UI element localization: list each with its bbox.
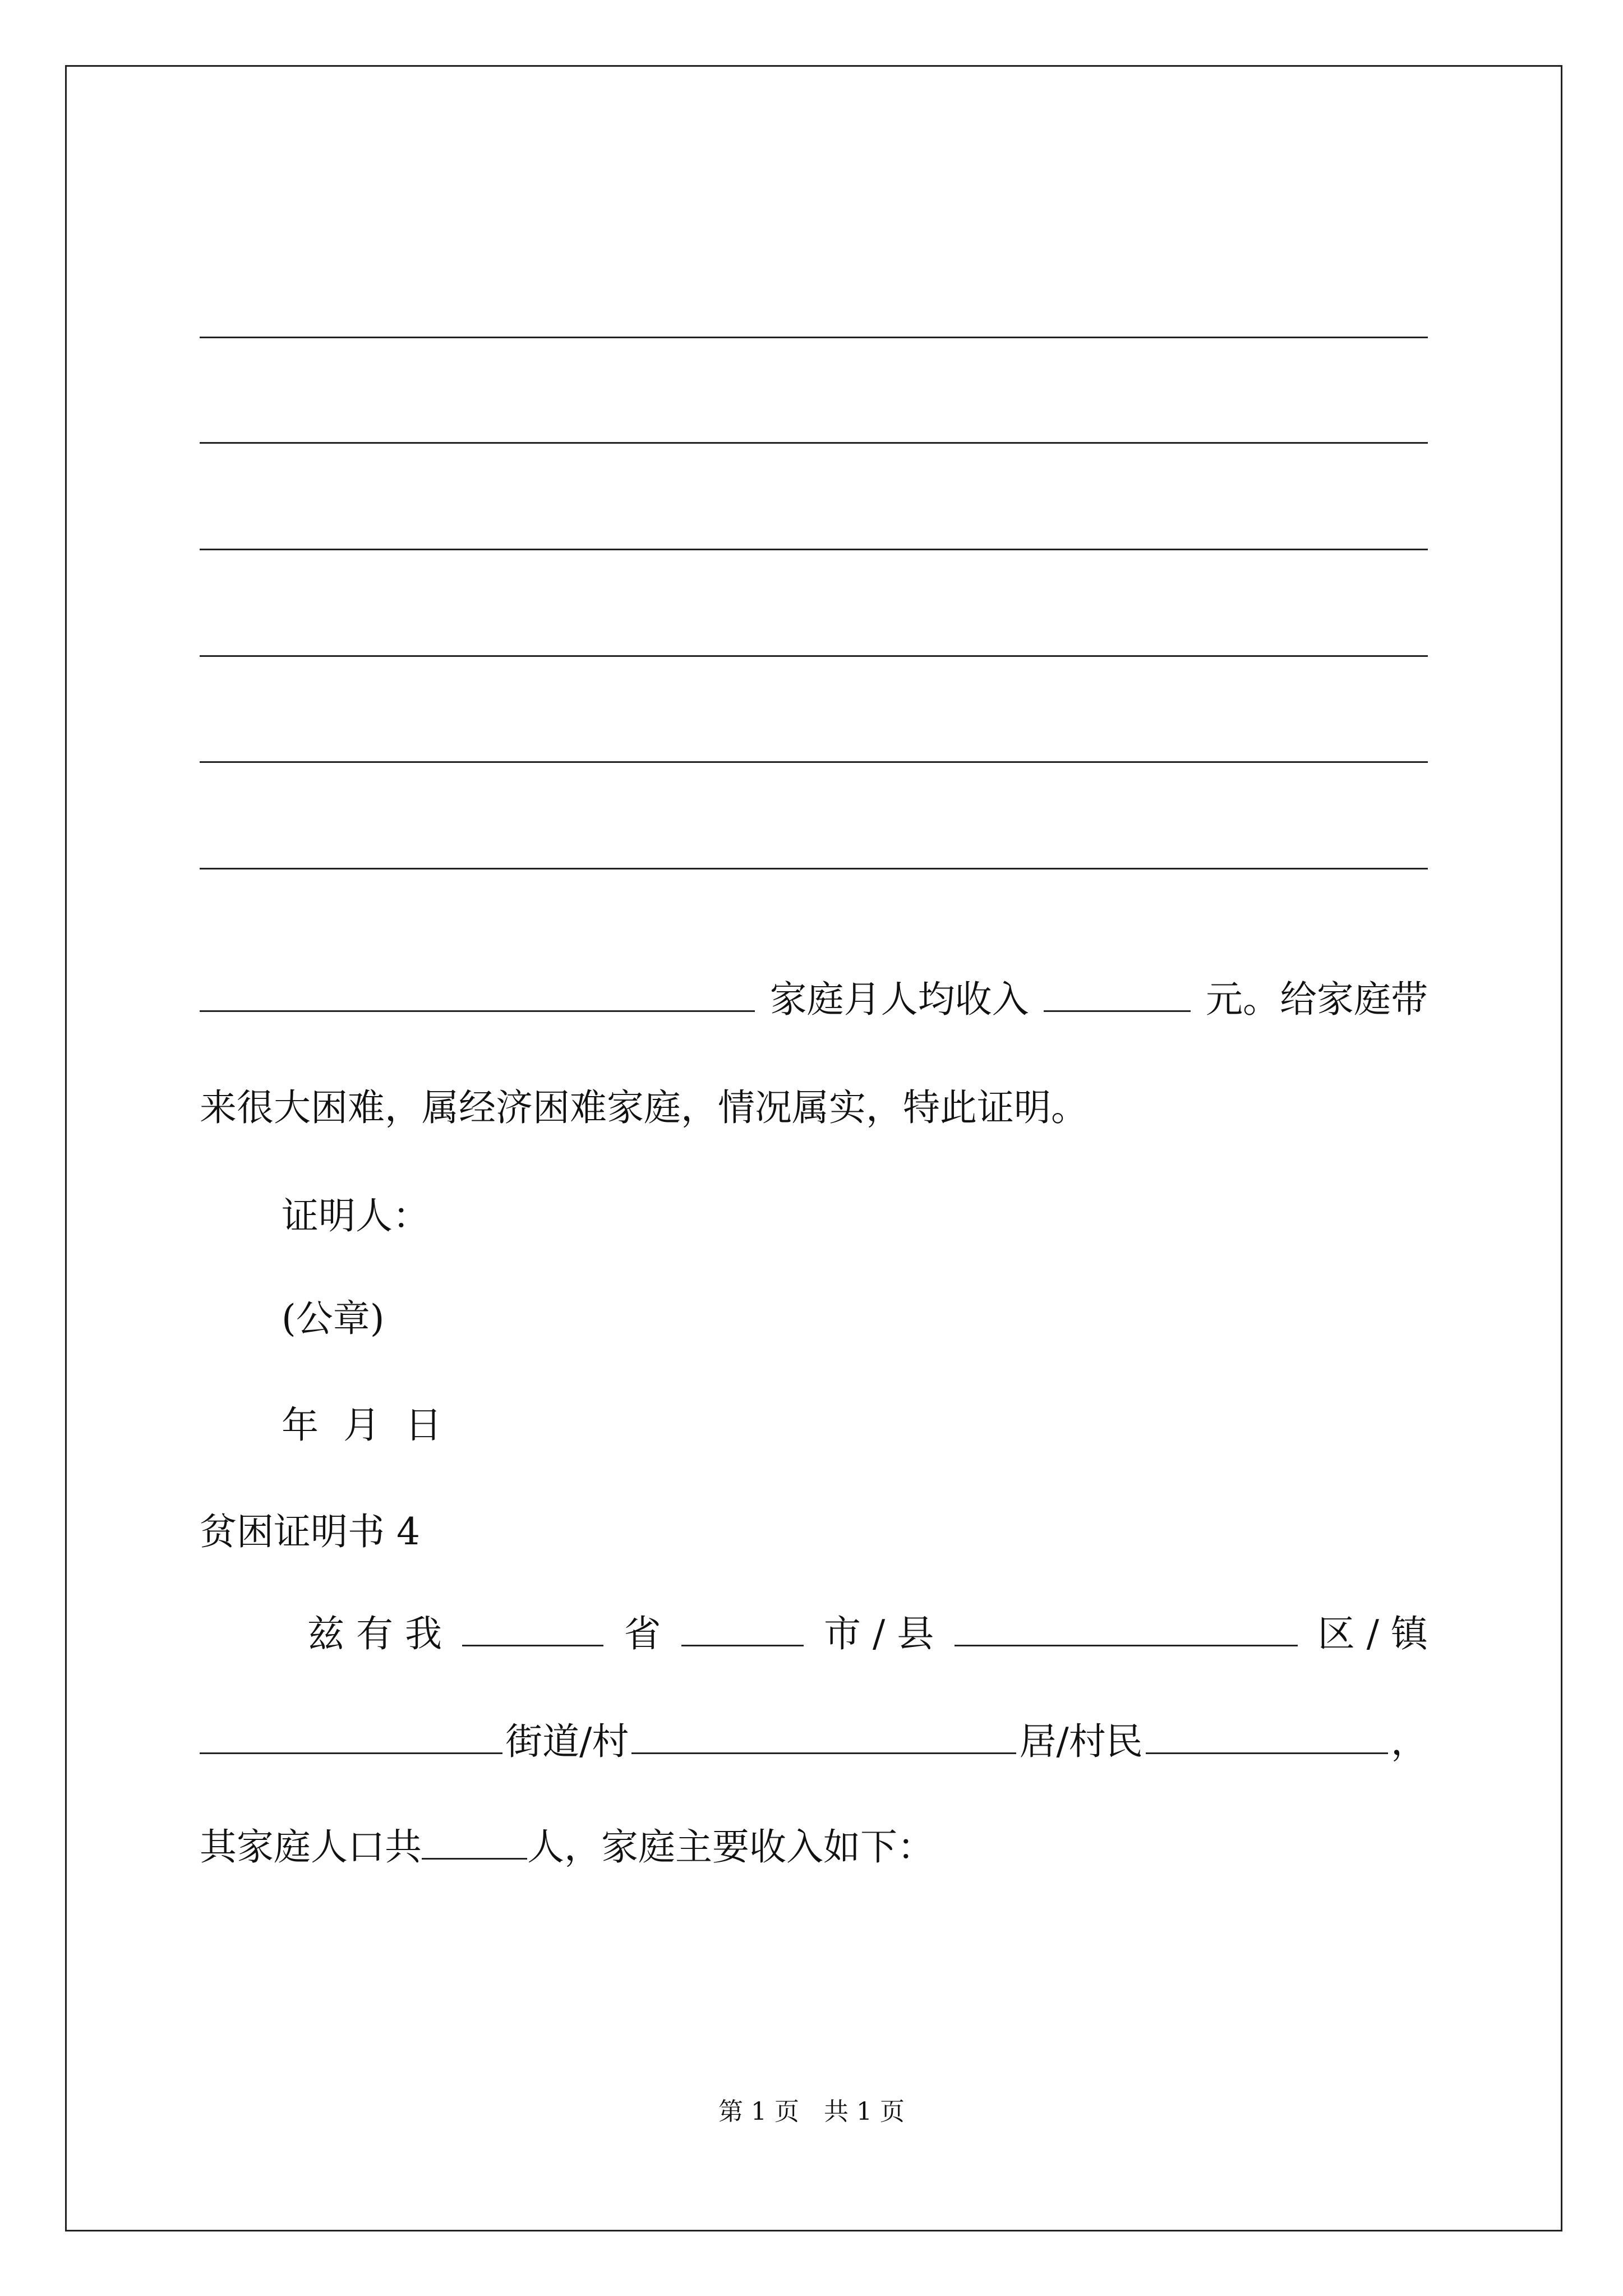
income-unit-text: 元。给家庭带 xyxy=(1205,978,1428,1021)
address-line-2 xyxy=(200,1711,1428,1773)
village-blank xyxy=(631,1715,1016,1754)
date-line xyxy=(282,1395,1510,1456)
day-label: 日 xyxy=(405,1404,442,1447)
city-blank xyxy=(681,1608,804,1646)
month-label: 月 xyxy=(343,1404,380,1447)
province-blank xyxy=(462,1608,603,1646)
household-line xyxy=(200,1816,1428,1878)
household-label: 其家庭人口共 xyxy=(200,1825,422,1869)
resident-label: 居/村民 xyxy=(1019,1720,1143,1763)
street-village-label: 街道/村 xyxy=(505,1720,629,1763)
seal-label: (公章) xyxy=(282,1297,385,1340)
household-income-text: 人，家庭主要收入如下： xyxy=(527,1825,934,1869)
blank-rule-line xyxy=(200,761,1428,763)
household-count-blank xyxy=(422,1821,527,1860)
address-lead: 兹 有 我 xyxy=(307,1612,442,1655)
blank-rule-line xyxy=(200,868,1428,869)
comma: ， xyxy=(1390,1720,1428,1763)
street-blank xyxy=(200,1715,502,1754)
resident-name-blank xyxy=(1146,1715,1388,1754)
income-line xyxy=(200,969,1428,1030)
city-county-label: 市 / 县 xyxy=(824,1612,934,1655)
blank-rule-line xyxy=(200,337,1428,338)
province-label: 省 xyxy=(624,1612,661,1655)
year-label: 年 xyxy=(282,1404,319,1447)
page-footer: 第 1 页 共 1 页 xyxy=(718,2097,905,2126)
blank-rule-line xyxy=(200,442,1428,444)
blank-field xyxy=(200,973,755,1012)
blank-rule-line xyxy=(200,655,1428,657)
section-title: 贫困证明书 4 xyxy=(200,1510,420,1553)
income-amount-blank xyxy=(1044,973,1191,1012)
page-border xyxy=(65,65,1562,2231)
witness-label: 证明人： xyxy=(282,1194,430,1237)
district-town-label: 区 / 镇 xyxy=(1317,1612,1428,1655)
statement-line: 来很大困难，属经济困难家庭，情况属实，特此证明。 xyxy=(200,1086,1088,1129)
income-label: 家庭月人均收入 xyxy=(769,978,1029,1021)
address-line-1 xyxy=(307,1603,1428,1665)
blank-rule-line xyxy=(200,549,1428,550)
district-blank xyxy=(955,1608,1298,1646)
